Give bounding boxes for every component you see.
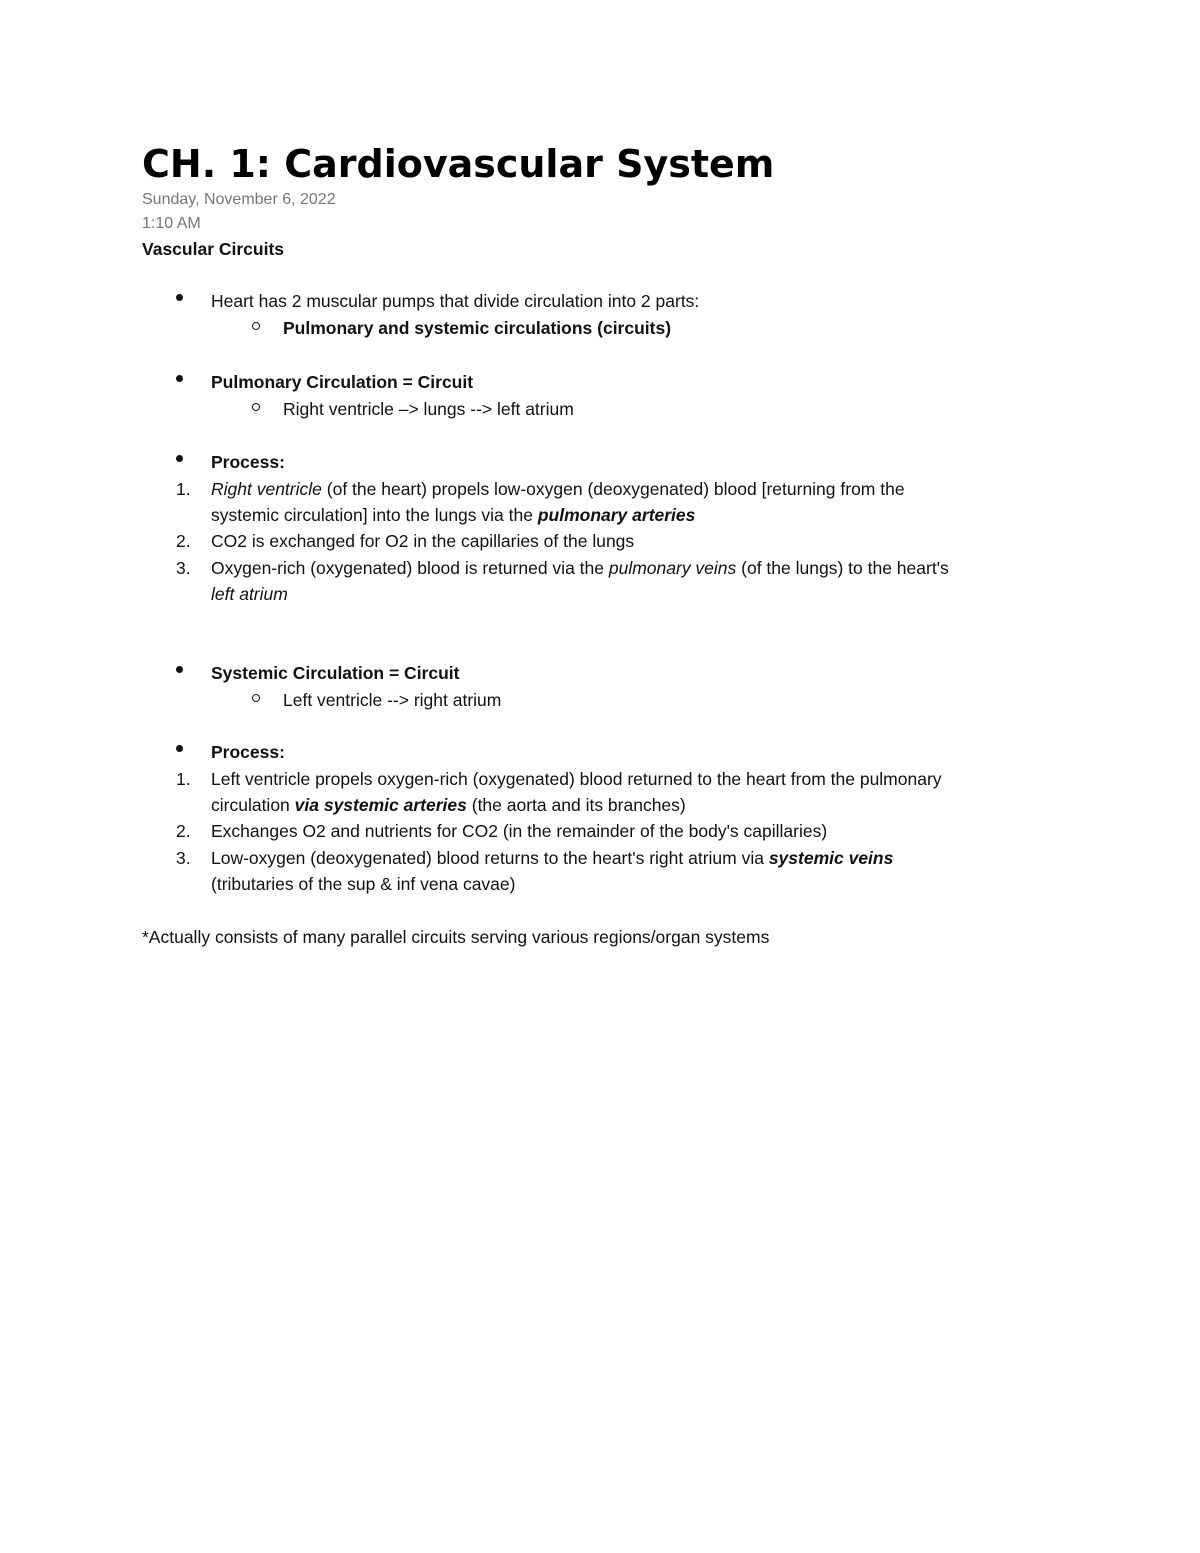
bullet-icon <box>176 455 183 462</box>
systemic-heading: Systemic Circulation = Circuit <box>211 663 460 683</box>
systemic-path: Left ventricle --> right atrium <box>283 690 502 710</box>
step-number: 3. <box>176 558 191 578</box>
emphasis-text: pulmonary veins <box>608 558 737 578</box>
pulmonary-step-2: CO2 is exchanged for O2 in the capillaries of the lungs <box>211 531 635 551</box>
pulmonary-step-3-line-2: left atrium <box>211 584 288 604</box>
plain-text: (of the lungs) to the heart's <box>736 558 949 578</box>
pulmonary-path: Right ventricle –> lungs --> left atrium <box>283 399 574 419</box>
systemic-process-label: Process: <box>211 742 285 762</box>
step-number: 2. <box>176 531 191 551</box>
note-date: Sunday, November 6, 2022 <box>142 191 336 208</box>
footnote: *Actually consists of many parallel circuits serving various regions/organ systems <box>142 927 770 947</box>
step-number: 1. <box>176 479 191 499</box>
sub-bullet-icon <box>252 694 260 702</box>
section-heading: Vascular Circuits <box>142 239 285 259</box>
note-time: 1:10 AM <box>142 215 201 232</box>
pulmonary-heading: Pulmonary Circulation = Circuit <box>211 372 474 392</box>
bullet-icon <box>176 375 183 382</box>
sub-bullet-icon <box>252 403 260 411</box>
page-title: CH. 1: Cardiovascular System <box>142 142 775 186</box>
emphasis-text: Right ventricle <box>211 479 322 499</box>
emphasis-text: systemic veins <box>768 848 894 868</box>
step-number: 1. <box>176 769 191 789</box>
pulmonary-step-1-line-2 <box>211 503 695 527</box>
plain-text: systemic circulation] into the lungs via the <box>211 505 538 525</box>
intro-bullet-text: Heart has 2 muscular pumps that divide circulation into 2 parts: <box>211 291 700 311</box>
step-number: 3. <box>176 848 191 868</box>
sub-bullet-icon <box>252 322 260 330</box>
plain-text: Low-oxygen (deoxygenated) blood returns to the heart's right atrium via <box>211 848 769 868</box>
step-number: 2. <box>176 821 191 841</box>
pulmonary-process-label: Process: <box>211 452 285 472</box>
systemic-step-1-line-2 <box>211 793 686 817</box>
plain-text: (of the heart) propels low-oxygen (deoxygenated) blood [returning from the <box>321 479 905 499</box>
bullet-icon <box>176 666 183 673</box>
systemic-step-1-line-1: Left ventricle propels oxygen-rich (oxygenated) blood returned to the heart from the pulmonary <box>211 769 942 789</box>
bullet-icon <box>176 745 183 752</box>
emphasis-text: pulmonary arteries <box>537 505 696 525</box>
bullet-icon <box>176 294 183 301</box>
systemic-step-3-line-2: (tributaries of the sup & inf vena cavae) <box>211 874 516 894</box>
emphasis-text: via systemic arteries <box>294 795 467 815</box>
systemic-step-3-line-1 <box>211 846 893 870</box>
intro-sub-text: Pulmonary and systemic circulations (circuits) <box>283 318 672 338</box>
plain-text: (the aorta and its branches) <box>466 795 686 815</box>
plain-text: circulation <box>211 795 295 815</box>
plain-text: Oxygen-rich (oxygenated) blood is returned via the <box>211 558 609 578</box>
pulmonary-step-3-line-1 <box>211 556 949 580</box>
systemic-step-2: Exchanges O2 and nutrients for CO2 (in the remainder of the body's capillaries) <box>211 821 828 841</box>
pulmonary-step-1-line-1 <box>211 477 905 501</box>
